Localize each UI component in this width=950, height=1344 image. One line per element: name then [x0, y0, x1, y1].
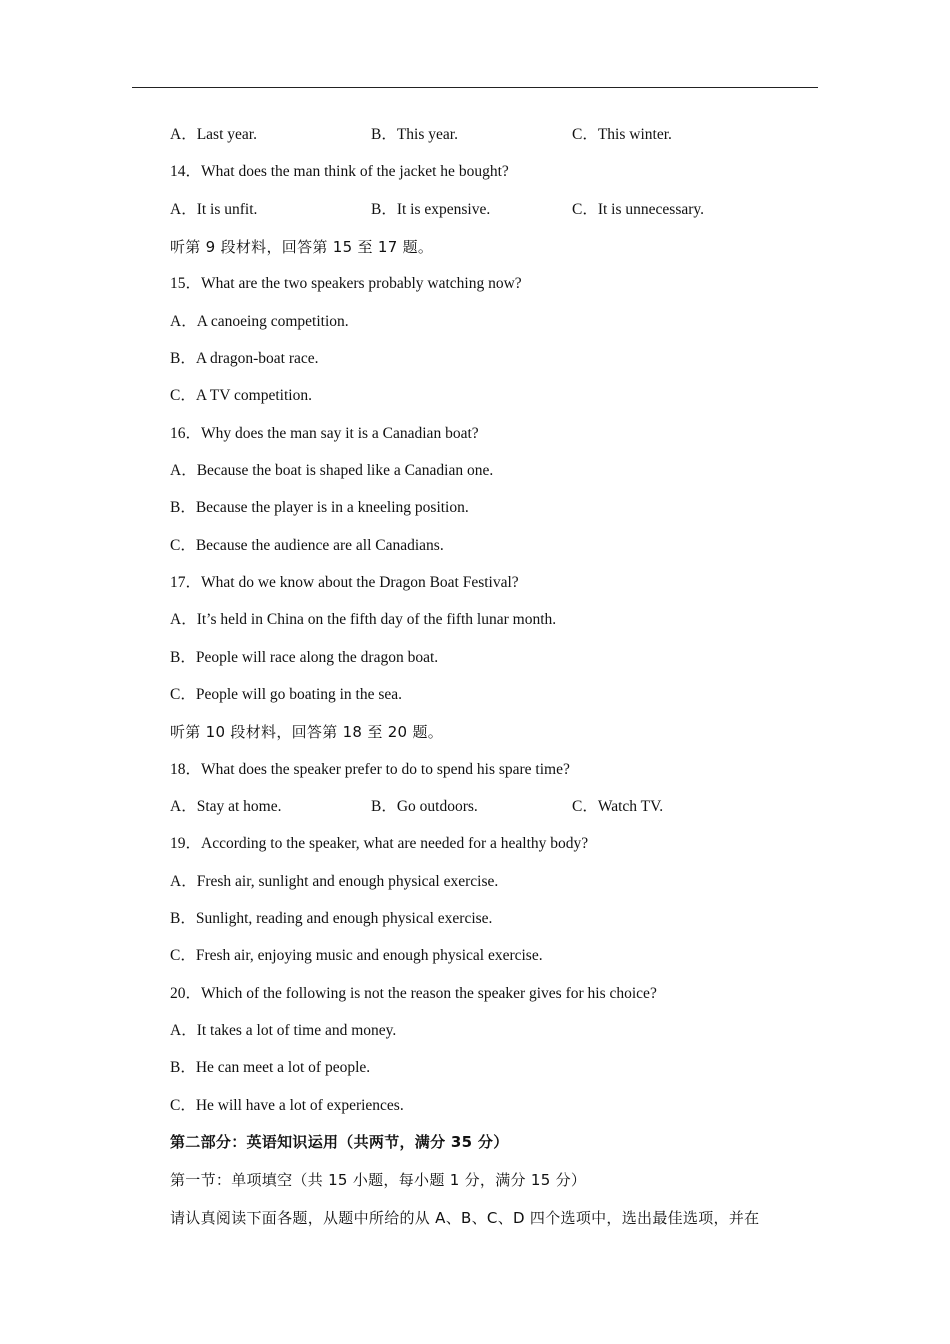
- q13-option-c: C．This winter.: [572, 126, 672, 143]
- q19-option-b: B．Sunlight, reading and enough physical exercise.: [170, 910, 493, 927]
- header-rule: [132, 87, 818, 88]
- q18-option-b: B．Go outdoors.: [371, 798, 478, 815]
- q16-question: 16．Why does the man say it is a Canadian boat?: [170, 425, 479, 442]
- q13-option-a: A．Last year.: [170, 126, 257, 143]
- q15-option-c: C．A TV competition.: [170, 387, 312, 404]
- q15-option-b: B．A dragon-boat race.: [170, 350, 319, 367]
- q14-option-b: B．It is expensive.: [371, 201, 491, 218]
- q16-option-b: B．Because the player is in a kneeling position.: [170, 499, 469, 516]
- part2-section1-heading: 第一节：单项填空（共 15 小题，每小题 1 分，满分 15 分）: [170, 1171, 587, 1189]
- q14-option-a: A．It is unfit.: [170, 201, 258, 218]
- part2-heading: 第二部分：英语知识运用（共两节，满分 35 分）: [170, 1133, 509, 1151]
- q20-option-a: A．It takes a lot of time and money.: [170, 1022, 397, 1039]
- q20-question: 20．Which of the following is not the reason the speaker gives for his choice?: [170, 985, 657, 1002]
- q15-question: 15．What are the two speakers probably watching now?: [170, 275, 522, 292]
- q15-option-a: A．A canoeing competition.: [170, 313, 349, 330]
- section10-instruction: 听第 10 段材料，回答第 18 至 20 题。: [170, 723, 444, 741]
- q18-option-a: A．Stay at home.: [170, 798, 282, 815]
- q14-option-c: C．It is unnecessary.: [572, 201, 705, 218]
- q18-question: 18．What does the speaker prefer to do to spend his spare time?: [170, 761, 570, 778]
- q16-option-a: A．Because the boat is shaped like a Canadian one.: [170, 462, 494, 479]
- part2-instruction: 请认真阅读下面各题，从题中所给的从 A、B、C、D 四个选项中，选出最佳选项，并在: [170, 1209, 760, 1227]
- q20-option-b: B．He can meet a lot of people.: [170, 1059, 371, 1076]
- q19-option-c: C．Fresh air, enjoying music and enough physical exercise.: [170, 947, 543, 964]
- q17-option-a: A．It’s held in China on the fifth day of the fifth lunar month.: [170, 611, 557, 628]
- q18-option-c: C．Watch TV.: [572, 798, 664, 815]
- q17-question: 17．What do we know about the Dragon Boat Festival?: [170, 574, 519, 591]
- q19-option-a: A．Fresh air, sunlight and enough physical exercise.: [170, 873, 499, 890]
- q13-option-b: B．This year.: [371, 126, 458, 143]
- section9-instruction: 听第 9 段材料，回答第 15 至 17 题。: [170, 238, 434, 256]
- q17-option-c: C．People will go boating in the sea.: [170, 686, 403, 703]
- q14-question: 14．What does the man think of the jacket he bought?: [170, 163, 509, 180]
- q16-option-c: C．Because the audience are all Canadians.: [170, 537, 444, 554]
- q20-option-c: C．He will have a lot of experiences.: [170, 1097, 404, 1114]
- q19-question: 19．According to the speaker, what are needed for a healthy body?: [170, 835, 589, 852]
- q17-option-b: B．People will race along the dragon boat.: [170, 649, 439, 666]
